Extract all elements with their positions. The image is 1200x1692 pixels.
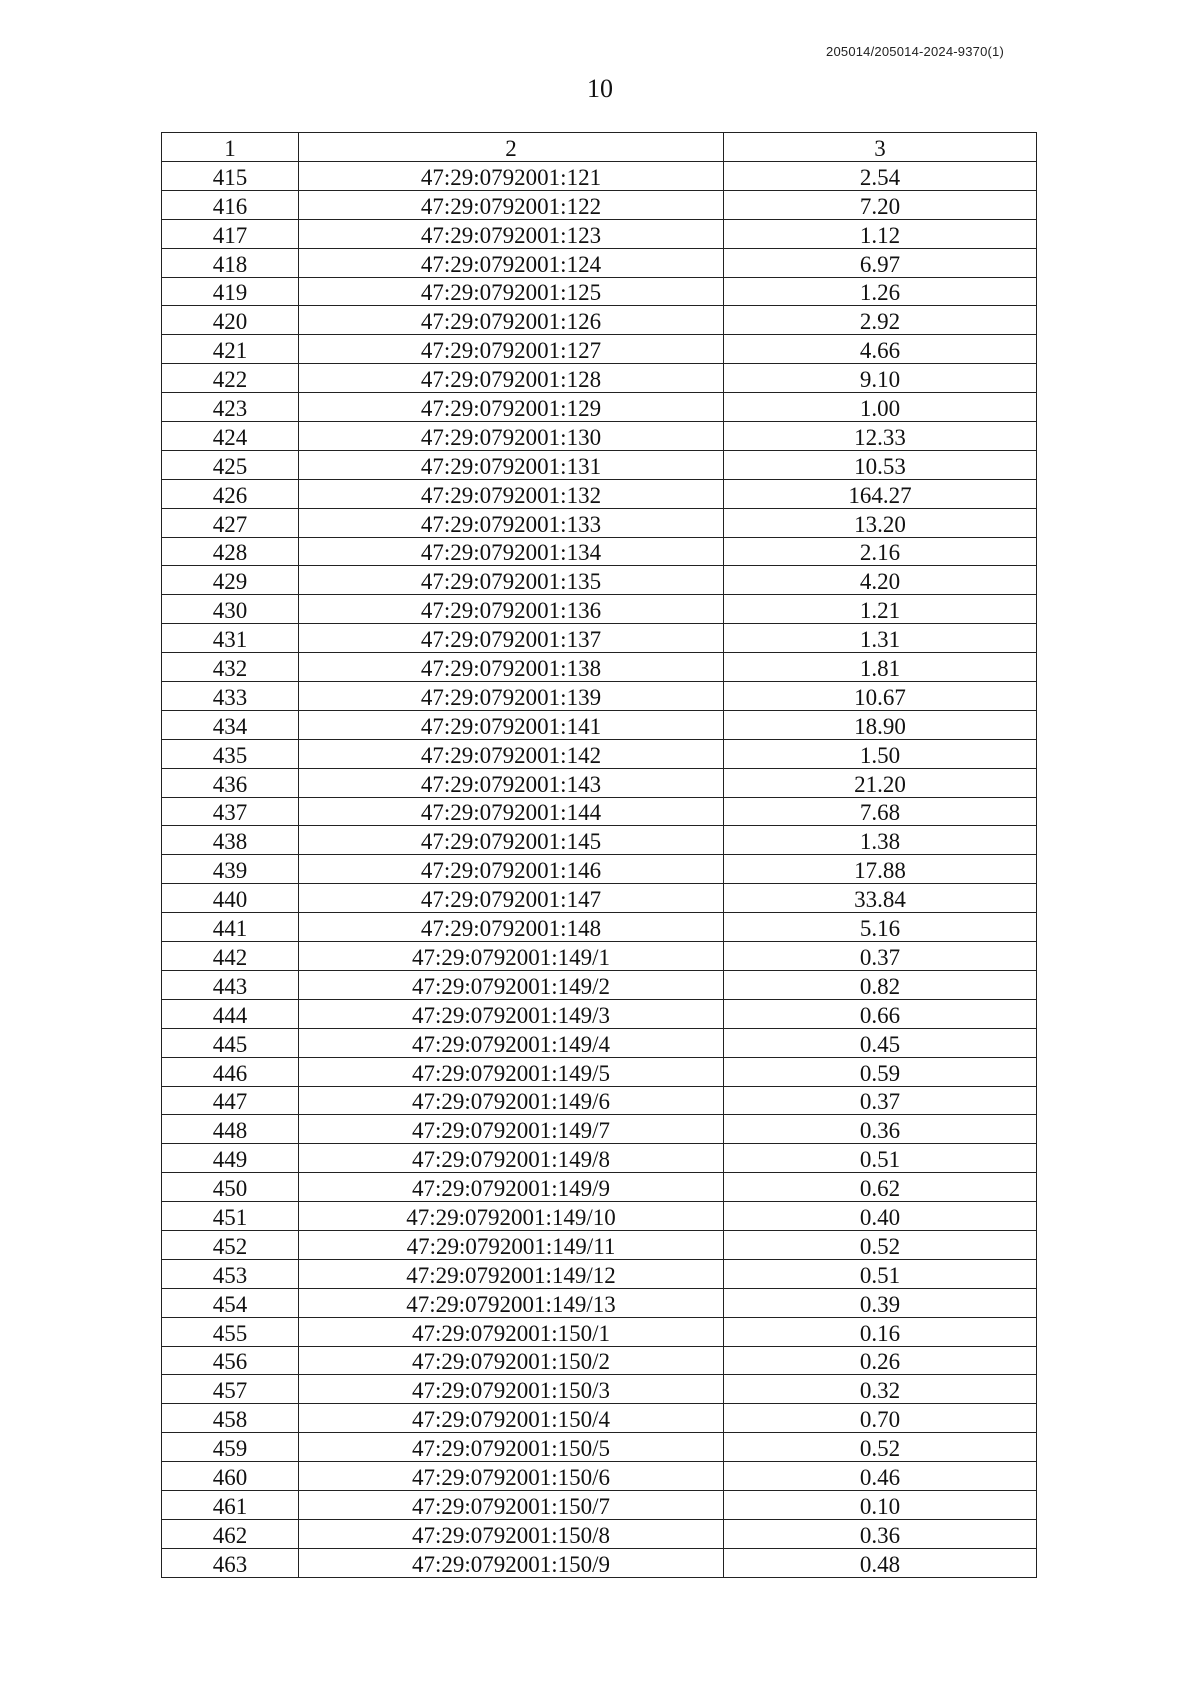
row-number-cell: 433: [162, 682, 299, 711]
area-value-cell: 0.36: [724, 1115, 1037, 1144]
table-row: [162, 826, 1037, 855]
page-number: 10: [587, 74, 613, 103]
table-row: [162, 422, 1037, 451]
cadastral-number-cell: 47:29:0792001:150/9: [299, 1548, 724, 1577]
table-row: [162, 450, 1037, 479]
table-row: [162, 653, 1037, 682]
row-number-cell: 419: [162, 277, 299, 306]
area-value-cell: 0.45: [724, 1028, 1037, 1057]
cadastral-number-cell: 47:29:0792001:149/2: [299, 970, 724, 999]
area-value-cell: 5.16: [724, 913, 1037, 942]
cadastral-number-cell: 47:29:0792001:144: [299, 797, 724, 826]
cadastral-number-cell: 47:29:0792001:149/3: [299, 999, 724, 1028]
table-row: [162, 190, 1037, 219]
cadastral-number-cell: 47:29:0792001:149/4: [299, 1028, 724, 1057]
row-number-cell: 422: [162, 364, 299, 393]
table-row: [162, 364, 1037, 393]
table-row: [162, 1519, 1037, 1548]
row-number-cell: 423: [162, 393, 299, 422]
table-row: [162, 624, 1037, 653]
area-value-cell: 10.67: [724, 682, 1037, 711]
table-row: [162, 1202, 1037, 1231]
area-value-cell: 0.46: [724, 1462, 1037, 1491]
table-row: [162, 248, 1037, 277]
row-number-cell: 448: [162, 1115, 299, 1144]
table-row: [162, 1115, 1037, 1144]
table-row: [162, 537, 1037, 566]
row-number-cell: 421: [162, 335, 299, 364]
cadastral-number-cell: 47:29:0792001:128: [299, 364, 724, 393]
cadastral-number-cell: 47:29:0792001:149/9: [299, 1173, 724, 1202]
cadastral-number-cell: 47:29:0792001:150/2: [299, 1346, 724, 1375]
area-value-cell: 1.50: [724, 739, 1037, 768]
table-row: [162, 768, 1037, 797]
table-row: [162, 797, 1037, 826]
column-header-3: 3: [724, 133, 1037, 162]
cadastral-number-cell: 47:29:0792001:137: [299, 624, 724, 653]
row-number-cell: 439: [162, 855, 299, 884]
row-number-cell: 456: [162, 1346, 299, 1375]
table-row: [162, 1028, 1037, 1057]
row-number-cell: 428: [162, 537, 299, 566]
cadastral-number-cell: 47:29:0792001:121: [299, 162, 724, 191]
table-row: [162, 1230, 1037, 1259]
cadastral-number-cell: 47:29:0792001:135: [299, 566, 724, 595]
table-row: [162, 1404, 1037, 1433]
area-value-cell: 10.53: [724, 450, 1037, 479]
row-number-cell: 458: [162, 1404, 299, 1433]
area-value-cell: 0.16: [724, 1317, 1037, 1346]
area-value-cell: 18.90: [724, 710, 1037, 739]
table-row: [162, 913, 1037, 942]
cadastral-number-cell: 47:29:0792001:132: [299, 479, 724, 508]
area-value-cell: 0.51: [724, 1144, 1037, 1173]
table-row: [162, 393, 1037, 422]
cadastral-number-cell: 47:29:0792001:150/4: [299, 1404, 724, 1433]
area-value-cell: 2.16: [724, 537, 1037, 566]
row-number-cell: 437: [162, 797, 299, 826]
table-body: [162, 162, 1037, 1578]
row-number-cell: 463: [162, 1548, 299, 1577]
area-value-cell: 0.62: [724, 1173, 1037, 1202]
area-value-cell: 7.20: [724, 190, 1037, 219]
area-value-cell: 0.26: [724, 1346, 1037, 1375]
cadastral-number-cell: 47:29:0792001:134: [299, 537, 724, 566]
row-number-cell: 417: [162, 219, 299, 248]
row-number-cell: 454: [162, 1288, 299, 1317]
parcel-table: [161, 132, 1037, 1578]
document-reference: 205014/205014-2024-9370(1): [826, 44, 1004, 59]
cadastral-number-cell: 47:29:0792001:146: [299, 855, 724, 884]
cadastral-number-cell: 47:29:0792001:150/1: [299, 1317, 724, 1346]
row-number-cell: 441: [162, 913, 299, 942]
row-number-cell: 434: [162, 710, 299, 739]
area-value-cell: 0.10: [724, 1490, 1037, 1519]
cadastral-number-cell: 47:29:0792001:123: [299, 219, 724, 248]
table-row: [162, 479, 1037, 508]
area-value-cell: 164.27: [724, 479, 1037, 508]
cadastral-number-cell: 47:29:0792001:149/7: [299, 1115, 724, 1144]
cadastral-number-cell: 47:29:0792001:150/3: [299, 1375, 724, 1404]
cadastral-number-cell: 47:29:0792001:129: [299, 393, 724, 422]
table-row: [162, 306, 1037, 335]
table-row: [162, 1288, 1037, 1317]
cadastral-number-cell: 47:29:0792001:149/13: [299, 1288, 724, 1317]
row-number-cell: 424: [162, 422, 299, 451]
table-row: [162, 1375, 1037, 1404]
cadastral-number-cell: 47:29:0792001:127: [299, 335, 724, 364]
table-row: [162, 855, 1037, 884]
area-value-cell: 0.32: [724, 1375, 1037, 1404]
cadastral-number-cell: 47:29:0792001:139: [299, 682, 724, 711]
table-row: [162, 999, 1037, 1028]
row-number-cell: 461: [162, 1490, 299, 1519]
area-value-cell: 9.10: [724, 364, 1037, 393]
table-row: [162, 1144, 1037, 1173]
cadastral-number-cell: 47:29:0792001:149/5: [299, 1057, 724, 1086]
row-number-cell: 457: [162, 1375, 299, 1404]
area-value-cell: 0.70: [724, 1404, 1037, 1433]
row-number-cell: 450: [162, 1173, 299, 1202]
row-number-cell: 444: [162, 999, 299, 1028]
area-value-cell: 0.40: [724, 1202, 1037, 1231]
row-number-cell: 447: [162, 1086, 299, 1115]
area-value-cell: 4.20: [724, 566, 1037, 595]
column-header-1: 1: [162, 133, 299, 162]
row-number-cell: 443: [162, 970, 299, 999]
table-row: [162, 566, 1037, 595]
area-value-cell: 0.59: [724, 1057, 1037, 1086]
area-value-cell: 0.52: [724, 1230, 1037, 1259]
table-row: [162, 335, 1037, 364]
table-row: [162, 1173, 1037, 1202]
row-number-cell: 442: [162, 942, 299, 971]
table-row: [162, 1462, 1037, 1491]
cadastral-number-cell: 47:29:0792001:150/6: [299, 1462, 724, 1491]
table-row: [162, 1548, 1037, 1577]
table-row: [162, 1317, 1037, 1346]
area-value-cell: 1.81: [724, 653, 1037, 682]
area-value-cell: 0.51: [724, 1259, 1037, 1288]
area-value-cell: 2.54: [724, 162, 1037, 191]
row-number-cell: 432: [162, 653, 299, 682]
area-value-cell: 0.39: [724, 1288, 1037, 1317]
row-number-cell: 453: [162, 1259, 299, 1288]
table-row: [162, 1086, 1037, 1115]
area-value-cell: 0.36: [724, 1519, 1037, 1548]
cadastral-number-cell: 47:29:0792001:149/1: [299, 942, 724, 971]
cadastral-number-cell: 47:29:0792001:149/12: [299, 1259, 724, 1288]
row-number-cell: 435: [162, 739, 299, 768]
row-number-cell: 455: [162, 1317, 299, 1346]
cadastral-number-cell: 47:29:0792001:145: [299, 826, 724, 855]
table-row: [162, 595, 1037, 624]
cadastral-number-cell: 47:29:0792001:150/7: [299, 1490, 724, 1519]
row-number-cell: 460: [162, 1462, 299, 1491]
table-row: [162, 682, 1037, 711]
row-number-cell: 438: [162, 826, 299, 855]
table-row: [162, 710, 1037, 739]
area-value-cell: 1.31: [724, 624, 1037, 653]
cadastral-number-cell: 47:29:0792001:126: [299, 306, 724, 335]
cadastral-number-cell: 47:29:0792001:124: [299, 248, 724, 277]
area-value-cell: 13.20: [724, 508, 1037, 537]
row-number-cell: 427: [162, 508, 299, 537]
row-number-cell: 436: [162, 768, 299, 797]
row-number-cell: 440: [162, 884, 299, 913]
row-number-cell: 451: [162, 1202, 299, 1231]
area-value-cell: 4.66: [724, 335, 1037, 364]
area-value-cell: 0.37: [724, 1086, 1037, 1115]
area-value-cell: 21.20: [724, 768, 1037, 797]
table-row: [162, 739, 1037, 768]
cadastral-number-cell: 47:29:0792001:150/8: [299, 1519, 724, 1548]
row-number-cell: 445: [162, 1028, 299, 1057]
area-value-cell: 1.12: [724, 219, 1037, 248]
cadastral-number-cell: 47:29:0792001:141: [299, 710, 724, 739]
table-row: [162, 970, 1037, 999]
table-header: [162, 133, 1037, 162]
area-value-cell: 6.97: [724, 248, 1037, 277]
row-number-cell: 416: [162, 190, 299, 219]
cadastral-number-cell: 47:29:0792001:148: [299, 913, 724, 942]
area-value-cell: 7.68: [724, 797, 1037, 826]
table-row: [162, 1259, 1037, 1288]
area-value-cell: 0.66: [724, 999, 1037, 1028]
area-value-cell: 17.88: [724, 855, 1037, 884]
cadastral-number-cell: 47:29:0792001:122: [299, 190, 724, 219]
cadastral-number-cell: 47:29:0792001:149/6: [299, 1086, 724, 1115]
cadastral-number-cell: 47:29:0792001:138: [299, 653, 724, 682]
row-number-cell: 462: [162, 1519, 299, 1548]
area-value-cell: 0.52: [724, 1433, 1037, 1462]
area-value-cell: 0.82: [724, 970, 1037, 999]
table-row: [162, 219, 1037, 248]
table-row: [162, 942, 1037, 971]
cadastral-number-cell: 47:29:0792001:147: [299, 884, 724, 913]
table-row: [162, 1057, 1037, 1086]
table-row: [162, 884, 1037, 913]
cadastral-number-cell: 47:29:0792001:142: [299, 739, 724, 768]
row-number-cell: 426: [162, 479, 299, 508]
cadastral-number-cell: 47:29:0792001:130: [299, 422, 724, 451]
cadastral-number-cell: 47:29:0792001:150/5: [299, 1433, 724, 1462]
area-value-cell: 12.33: [724, 422, 1037, 451]
table-row: [162, 508, 1037, 537]
area-value-cell: 1.21: [724, 595, 1037, 624]
table-row: [162, 277, 1037, 306]
cadastral-number-cell: 47:29:0792001:125: [299, 277, 724, 306]
area-value-cell: 2.92: [724, 306, 1037, 335]
row-number-cell: 430: [162, 595, 299, 624]
column-header-2: 2: [299, 133, 724, 162]
row-number-cell: 420: [162, 306, 299, 335]
cadastral-number-cell: 47:29:0792001:149/8: [299, 1144, 724, 1173]
cadastral-number-cell: 47:29:0792001:143: [299, 768, 724, 797]
row-number-cell: 429: [162, 566, 299, 595]
table-row: [162, 162, 1037, 191]
row-number-cell: 425: [162, 450, 299, 479]
area-value-cell: 1.38: [724, 826, 1037, 855]
table-row: [162, 1433, 1037, 1462]
area-value-cell: 1.00: [724, 393, 1037, 422]
cadastral-number-cell: 47:29:0792001:149/11: [299, 1230, 724, 1259]
cadastral-number-cell: 47:29:0792001:131: [299, 450, 724, 479]
row-number-cell: 452: [162, 1230, 299, 1259]
table-row: [162, 1490, 1037, 1519]
area-value-cell: 33.84: [724, 884, 1037, 913]
cadastral-number-cell: 47:29:0792001:136: [299, 595, 724, 624]
row-number-cell: 449: [162, 1144, 299, 1173]
area-value-cell: 1.26: [724, 277, 1037, 306]
area-value-cell: 0.37: [724, 942, 1037, 971]
row-number-cell: 431: [162, 624, 299, 653]
header-row: [162, 133, 1037, 162]
row-number-cell: 446: [162, 1057, 299, 1086]
cadastral-number-cell: 47:29:0792001:149/10: [299, 1202, 724, 1231]
area-value-cell: 0.48: [724, 1548, 1037, 1577]
row-number-cell: 459: [162, 1433, 299, 1462]
row-number-cell: 418: [162, 248, 299, 277]
cadastral-number-cell: 47:29:0792001:133: [299, 508, 724, 537]
table-row: [162, 1346, 1037, 1375]
row-number-cell: 415: [162, 162, 299, 191]
